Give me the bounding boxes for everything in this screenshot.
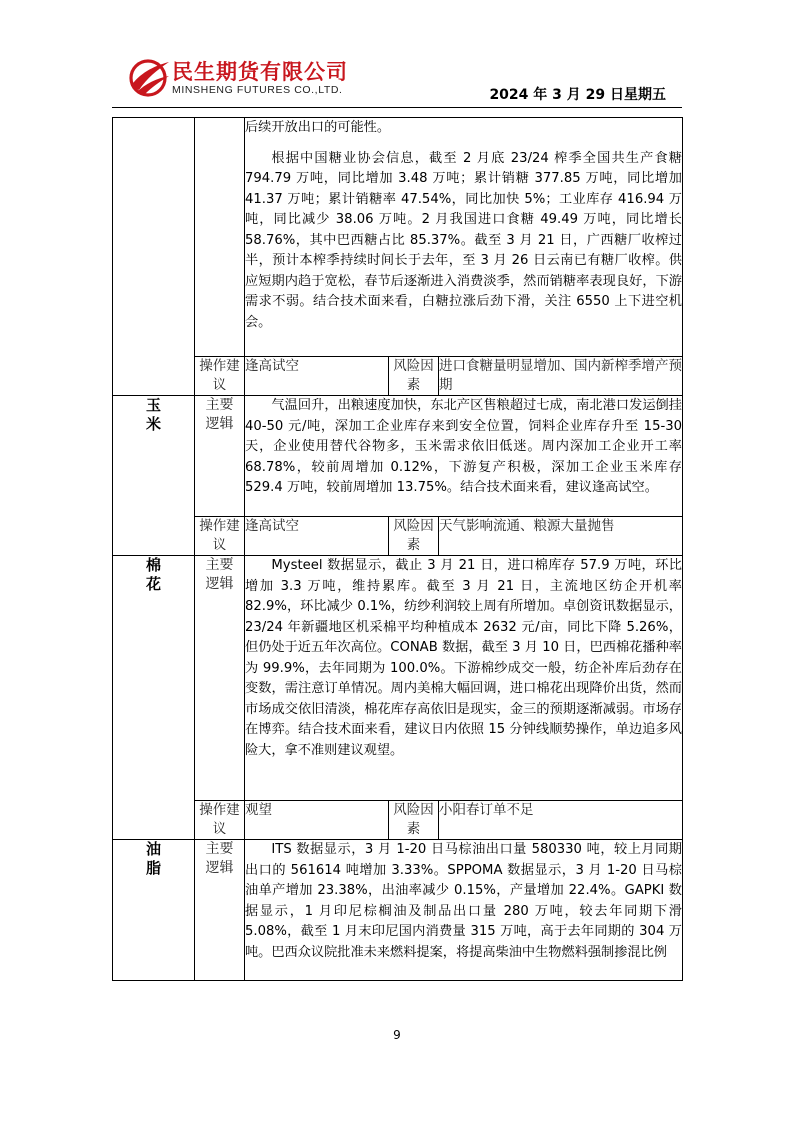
sugar-logic-text-2: 根据中国糖业协会信息，截至 2 月底 23/24 榨季全国共生产食糖 794.79 万吨，同比增加 3.48 万吨；累计销糖 377.85 万吨，同比增加 41.37 万吨；累计销糖率 47.54%，同比加快 5%；工业库存 416.94 万吨，同比减少 38.06 万吨。2 月我国进口食糖 49.49 万吨，同比增长 58.76%，其中巴西糖占比 85.37%。截至 3 月 21 日，广西糖厂收榨过半，预计本榨季持续时间长于去年，至 3 月 26 日云南已有糖厂收榨。供应短期内趋于宽松，春节后逐渐进入消费淡季，然而销糖率表现良好，下游需求不弱。结合技术面来看，白糖拉涨后劲下滑，关注 6550 上下进空机会。 [245,150,682,330]
oils-logic-cell [245,840,683,981]
sugar-category-cell [113,118,195,396]
header-rule [112,107,682,108]
company-name-cn: 民生期货有限公司 [172,60,348,84]
operation-label: 操作建议 [195,801,245,840]
corn-risk: 天气影响流通、粮源大量抛售 [439,517,683,556]
cotton-category-cell [113,556,195,840]
sugar-risk: 进口食糖量明显增加、国内新榨季增产预期 [439,357,683,396]
oils-logic-row [113,840,683,981]
cotton-risk: 小阳春订单不足 [439,801,683,840]
cotton-logic-text: Mysteel 数据显示，截止 3 月 21 日，进口棉库存 57.9 万吨，环比增加 3.3 万吨，维持累库。截至 3 月 21 日，主流地区纺企开机率 82.9%，环比减少 0.1%，纺纱利润较上周有所增加。卓创资讯数据显示，23/24 年新疆地区机采棉平均种植成本 2632 元/亩，同比下降 5.26%，但仍处于近五年次高位。CONAB 数据，截至 3 月 10 日，巴西棉花播种率为 99.9%，去年同期为 100.0%。下游棉纱成交一般，纺企补库后劲存在变数，需注意订单情况。周内美棉大幅回调，进口棉花出现降价出货，然而市场成交依旧清淡，棉花库存高依旧是现实，金三的预期逐渐减弱。市场存在博弈。结合技术面来看，建议日内依照 15 分钟线顺势操作，单边追多风险大，拿不准则建议观望。 [245,558,682,758]
sugar-logic-cell [245,118,683,357]
minsheng-logo-icon [127,56,171,98]
sugar-logic-row [113,118,683,357]
oils-category-cell [113,840,195,981]
logic-label: 主要逻辑 [195,840,245,981]
corn-logic-cell [245,396,683,517]
corn-category-cell [113,396,195,556]
sugar-operation: 逢高试空 [245,357,389,396]
risk-label: 风险因素 [389,357,439,396]
logic-label: 主要逻辑 [195,396,245,517]
report-date: 2024 年 3 月 29 日星期五 [489,87,666,103]
logic-label: 主要逻辑 [195,556,245,801]
company-name-en: MINSHENG FUTURES CO.,LTD. [172,84,343,96]
cotton-category: 棉花 [146,556,162,593]
sugar-logic-label-cell [195,118,245,357]
corn-category: 玉米 [146,396,162,433]
commodity-table [112,117,683,981]
sugar-logic-text-1: 后续开放出口的可能性。 [245,120,391,135]
cotton-logic-cell [245,556,683,801]
corn-logic-text: 气温回升，出粮速度加快，东北产区售粮超过七成，南北港口发运倒挂 40-50 元/吨，深加工企业库存来到安全位置，饲料企业库存升至 15-30 天，企业使用替代谷物多，玉米需求依旧低迷。周内深加工企业开工率 68.78%，较前周增加 0.12%，下游复产积极，深加工企业玉米库存 529.4 万吨，较前周增加 13.75%。结合技术面来看，建议逢高试空。 [245,398,682,495]
oils-logic-text: ITS 数据显示，3 月 1-20 日马棕油出口量 580330 吨，较上月同期出口的 561614 吨增加 3.33%。SPPOMA 数据显示，3 月 1-20 日马棕油单产增加 23.38%，出油率减少 0.15%，产量增加 22.4%。GAPKI 数据显示，1 月印尼棕榈油及制品出口量 280 万吨，较去年同期下滑 5.08%，截至 1 月末印尼国内消费量 315 万吨，高于去年同期的 304 万吨。巴西众议院批准未来燃料提案，将提高柴油中生物燃料强制掺混比例 [245,842,682,960]
risk-label: 风险因素 [389,801,439,840]
cotton-operation-row [113,801,683,840]
corn-logic-row [113,396,683,517]
page-number: 9 [393,1028,401,1042]
cotton-logic-row [113,556,683,801]
cotton-operation: 观望 [245,801,389,840]
page-header [0,0,794,110]
oils-category: 油脂 [146,840,162,877]
operation-label: 操作建议 [195,517,245,556]
risk-label: 风险因素 [389,517,439,556]
operation-label: 操作建议 [195,357,245,396]
sugar-operation-row [113,357,683,396]
corn-operation-row [113,517,683,556]
corn-operation: 逢高试空 [245,517,389,556]
